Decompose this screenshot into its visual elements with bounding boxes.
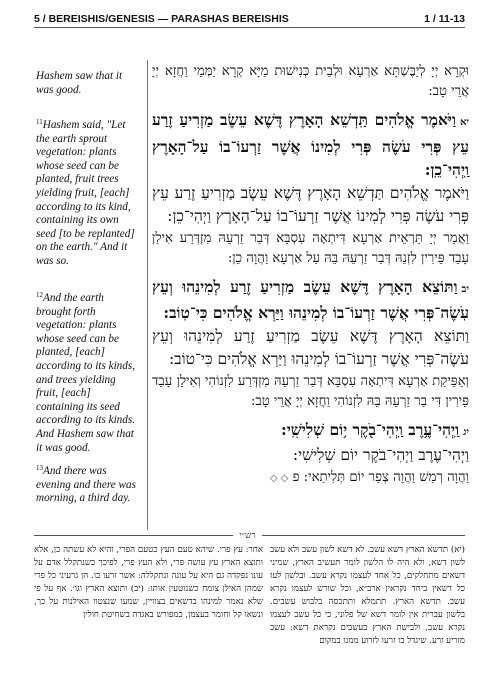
hebrew-column	[152, 62, 469, 489]
commentary-column-left: אחר: עץ פרי. שיהא טעם העץ כטעם הפרי, והיא לא עשתה כן, אלא ותוצא הארץ עץ עושה פרי, ולא העץ פרי, לפיכך כשנתקלל אדם על עונו נפקדה גם היא על עונה ונתקללה: אשר זרעו בו. הן גרעיני כל פרי שמהן האילן צומח כשנוטעין אותו: (יב) ותוצא הארץ וגו׳. אף על פי שלא נאמר למינהו בדשאים בצוויין, שמעו שנצטוו האילנות על כך, ונשאו קל וחומר בעצמן, כמפורש באגדה בשחיטת חולין	[34, 545, 263, 620]
header-book-title: 5 / BEREISHIS/GENESIS — PARASHAS BEREISHIS	[34, 13, 289, 25]
english-verse-10-end: Hashem saw that it was good.	[36, 70, 123, 96]
verse-number: 13	[36, 464, 43, 472]
hebrew-verse-13: יגוַֽיְהִי־עֶ֥רֶב וַֽיְהִי־בֹ֖קֶר י֥וֹם שְׁלִישִֽׁי:	[281, 419, 469, 439]
verse-number: 12	[36, 291, 43, 299]
verse-number: יב	[461, 283, 469, 295]
running-header	[34, 10, 465, 28]
hebrew-verse-11-repeat: וַיֹּאמֶר אֱלֹהִים תַּדְשֵׁא הָאָרֶץ דֶּשֶׁא עֵשֶׂב מַזְרִיעַ זֶרַע עֵץ פְּרִי עֹשֶׂה פְּרִי לְמִינוֹ אֲשֶׁר זַרְעוֹ־בוֹ עַל־הָאָרֶץ וַיְהִי־כֵן:	[152, 183, 469, 225]
english-verse-13: $^{13}$And there was evening and there was morning, a third day.	[36, 464, 136, 505]
english-verse-11: $^{11}$Hashem said, "Let the earth sprout vegetation: plants whose seed can be planted, fruit trees yielding fruit, [each] according to its kind, containing its own seed [to be replanted] on the earth." And it was so.	[36, 118, 135, 267]
hebrew-verse-12: יבוַתּוֹצֵא הָאָרֶץ דֶּשֶׁא עֵשֶׂב מַזְרִיעַ זֶרַע לְמִינֵהוּ וְעֵץ עֹֽשֶׂה־פְּרִי אֲשֶׁר זַרְעוֹ־בוֹ לְמִינֵהוּ וַיַּרְא אֱלֹהִים כִּי־טֽוֹב:	[152, 276, 469, 322]
targum-verse-11: וַאֲמַר יְיָ תַּרְאֵית אַרְעָא דִּיתְאָה עִסְבָּא דְּבַר זַרְעֵהּ מִזְדְּרַע אִילַן עָבֵד פֵּירִין לִזְנֵהּ דְּבַר זַרְעֵהּ בֵּהּ עַל אַרְעָא וַהֲוָה כֵן:	[152, 230, 469, 266]
hebrew-verse-11: יאוַיֹּאמֶר אֱלֹהִים תַּֽדְשֵׁא הָאָרֶץ דֶּשֶׁא עֵשֶׂב מַזְרִיעַ זֶרַע עֵץ פְּרִי עֹשֶׂה פְּרִי לְמִינוֹ אֲשֶׁר זַרְעוֹ־בוֹ עַל־הָאָרֶץ וַֽיְהִי־כֵֽן:	[152, 110, 469, 179]
targum-verse-12: וְאַפֵּיקַת אַרְעָא דִּיתְאָה עִסְבָּא דְּבַר זַרְעֵהּ מִזְדְּרַע לִזְנוֹהִי וְאִילָן עָבֵד פֵּירִין דִּי בַר זַרְעֵהּ בֵּהּ לִזְנוֹהִי וַחֲזָא יְיָ אֲרֵי טָב:	[152, 373, 469, 409]
commentary-heading: רש״י	[0, 530, 495, 541]
verse-number: 11	[36, 118, 43, 126]
verse-number: יא	[459, 117, 469, 128]
column-divider	[147, 60, 148, 530]
hebrew-verse-12-repeat: וַתּוֹצֵא הָאָרֶץ דֶּשֶׁא עֵשֶׂב מַזְרִיעַ זֶרַע לְמִינֵהוּ וְעֵץ עֹשֶׂה־פְּרִי אֲשֶׁר זַרְעוֹ־בוֹ לְמִינֵהוּ וַיַּרְא אֱלֹהִים כִּי־טוֹב:	[152, 326, 469, 368]
targum-verse-13: וַהֲוָה רְמַשׁ וַהֲוָה צְפַר יוֹם תְּלִיתַאי: פ ◇ ◇	[269, 469, 469, 485]
header-chapter-verse: 1 / 11-13	[424, 13, 465, 25]
targum-verse-10: וּקְרָא יְיָ לְיַבֶּשְׁתָּא אַרְעָא וּלְבֵית כְּנִישׁוּת מַיָּא קְרָא יַמְּמֵי וַחֲזָא יְיָ אֲרֵי טָב:	[152, 64, 469, 99]
verse-number: יג	[463, 426, 469, 438]
english-verse-12: $^{12}$And the earth brought forth vegetation: plants whose seed can be planted, [each] according to its kinds, and trees yielding fruit, [each] containing its seed according to its kinds. And Hashem saw that it was good.	[36, 291, 136, 454]
header-divider	[34, 27, 465, 28]
commentary-column-right: (יא) תדשא הארץ דשא עשב. לא דשא לשון עשב ולא עשב לשון דשא, ולא היה לו הלשון לומר תעשיב הארץ, שמיני דשאים מתחלקים, כל אחד לעצמו נקרא עשב. ובלשון לעז כל דשאין ביחד נקראין ארב״א, וכל שורש לעצמו נקרא עשב. תדשא הארץ. תתמלא ותתכסה בלבוש עשבים. בלשון עברית אין לומר דשא של פלוני, כי כל עשב לעצמו נקרא עשב, ולבישת הארץ בעשבים נקראת דשא: עשב מזריע זרע. שיגדל בו זרעו לזרוע ממנו במקום	[270, 545, 465, 646]
hebrew-verse-13-repeat: וַיְהִי־עֶרֶב וַיְהִי־בֹקֶר יוֹם שְׁלִישִׁי:	[292, 446, 469, 464]
source-mark: ◇ ◇	[269, 472, 289, 484]
